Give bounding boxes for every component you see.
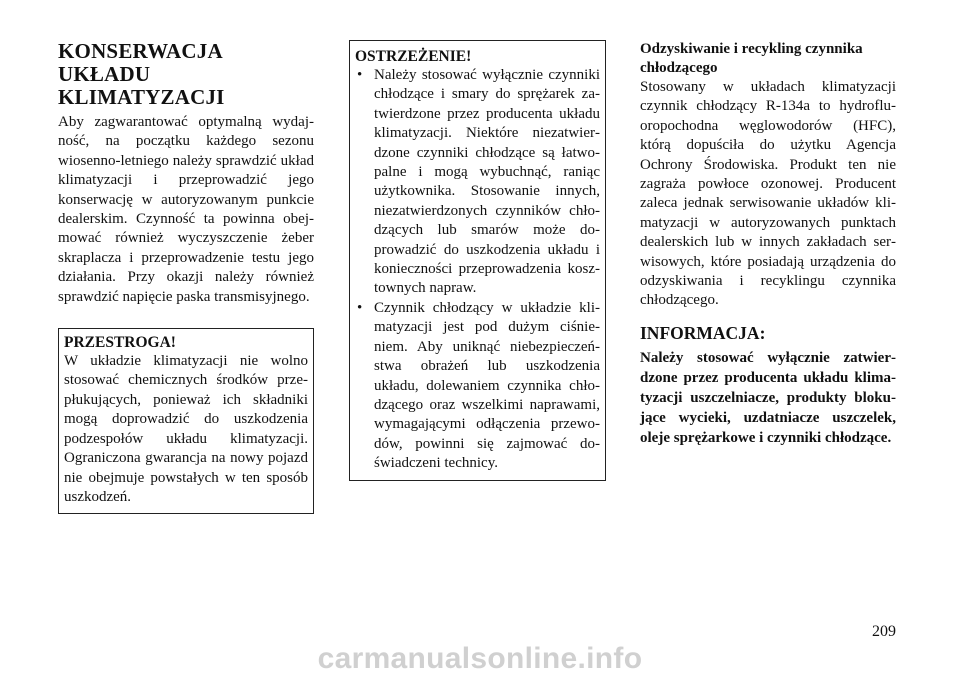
- warning-title: OSTRZEŻENIE!: [355, 48, 472, 65]
- section-title-line2: KLIMATYZACJI: [58, 85, 225, 109]
- recycling-subheading-line2: chłodzącego: [640, 60, 718, 76]
- right-column: [640, 40, 896, 448]
- warning-item: • Czynnik chłodzący w układzie klimatyzacji jest pod dużym ciśnieniem. Aby uniknąć niebezpieczeństwa obrażeń lub uszkodzenia układu, dolewaniem czynnika chłodzącego oraz wszelkimi naprawami, wymagającymi odłączenia przewodów, powinni się zajmować doświadczeni technicy.: [355, 299, 600, 474]
- page-number: 209: [872, 623, 896, 640]
- section-title-line1: KONSERWACJA UKŁADU: [58, 39, 222, 86]
- left-column: [58, 40, 314, 514]
- maintenance-paragraph: Aby zagwarantować optymalną wydajność, na początku każdego sezonu wiosenno-letniego należy sprawdzić układ klimatyzacji i przeprowadzić jego konserwację w autoryzowanym punkcie dealerskim. Czynność ta powinna obejmować również wyczyszczenie żeber skraplacza i przeprowadzenie testu jego działania. Przy okazji należy również sprawdzić napięcie paska transmisyjnego.: [58, 114, 314, 305]
- warning-list: [355, 66, 600, 474]
- warning-box: [349, 40, 606, 481]
- recycling-subheading-line1: Odzyskiwanie i recykling czynnika: [640, 41, 863, 57]
- section-title: [58, 40, 314, 109]
- caution-title: PRZESTROGA!: [64, 334, 176, 352]
- warning-item: • Należy stosować wyłącznie czynniki chłodzące i smary do sprężarek zatwierdzone przez producenta układu klimatyzacji. Niektóre niezatwierdzone czynniki chłodzące są łatwopalne i mogą wybuchnąć, raniąc użytkownika. Stosowanie innych, niezatwierdzonych czynników chłodzących lub smarów może doprowadzić do uszkodzenia układu i konieczności przeprowadzenia kosztownych napraw.: [355, 66, 600, 299]
- caution-text: W układzie klimatyzacji nie wolno stosować chemicznych środków przepłukujących, ponieważ ich składniki mogą doprowadzić do uszkodzenia podzespołów układu klimatyzacji. Ograniczona gwarancja na nowy pojazd nie obejmuje powstałych w ten sposób uszkodzeń.: [64, 353, 308, 505]
- recycling-subheading: [640, 40, 896, 78]
- watermark: carmanualsonline.info: [317, 642, 643, 675]
- info-text: Należy stosować wyłącznie zatwierdzone przez producenta układu klimatyzacji uszczelniacze, produkty blokujące wycieki, uzdatniacze uszczelek, oleje sprężarkowe i czynniki chłodzące.: [640, 349, 896, 446]
- middle-column: [349, 40, 606, 481]
- info-title: INFORMACJA:: [640, 322, 766, 343]
- recycling-paragraph: Stosowany w układach klimatyzacji czynnik chłodzący R-134a to hydrofluoropochodna węglowodorów (HFC), którą dopuściła do użytku Agencja Ochrony Środowiska. Produkt ten nie zagraża powłoce ozonowej. Producent zaleca jednak serwisowanie układów klimatyzacji w autoryzowanych punktach dealerskich lub w innych zakładach serwisowych, które posiadają urządzenia do odzyskiwania i recyklingu czynnika chłodzącego.: [640, 79, 896, 309]
- caution-box: [58, 328, 314, 514]
